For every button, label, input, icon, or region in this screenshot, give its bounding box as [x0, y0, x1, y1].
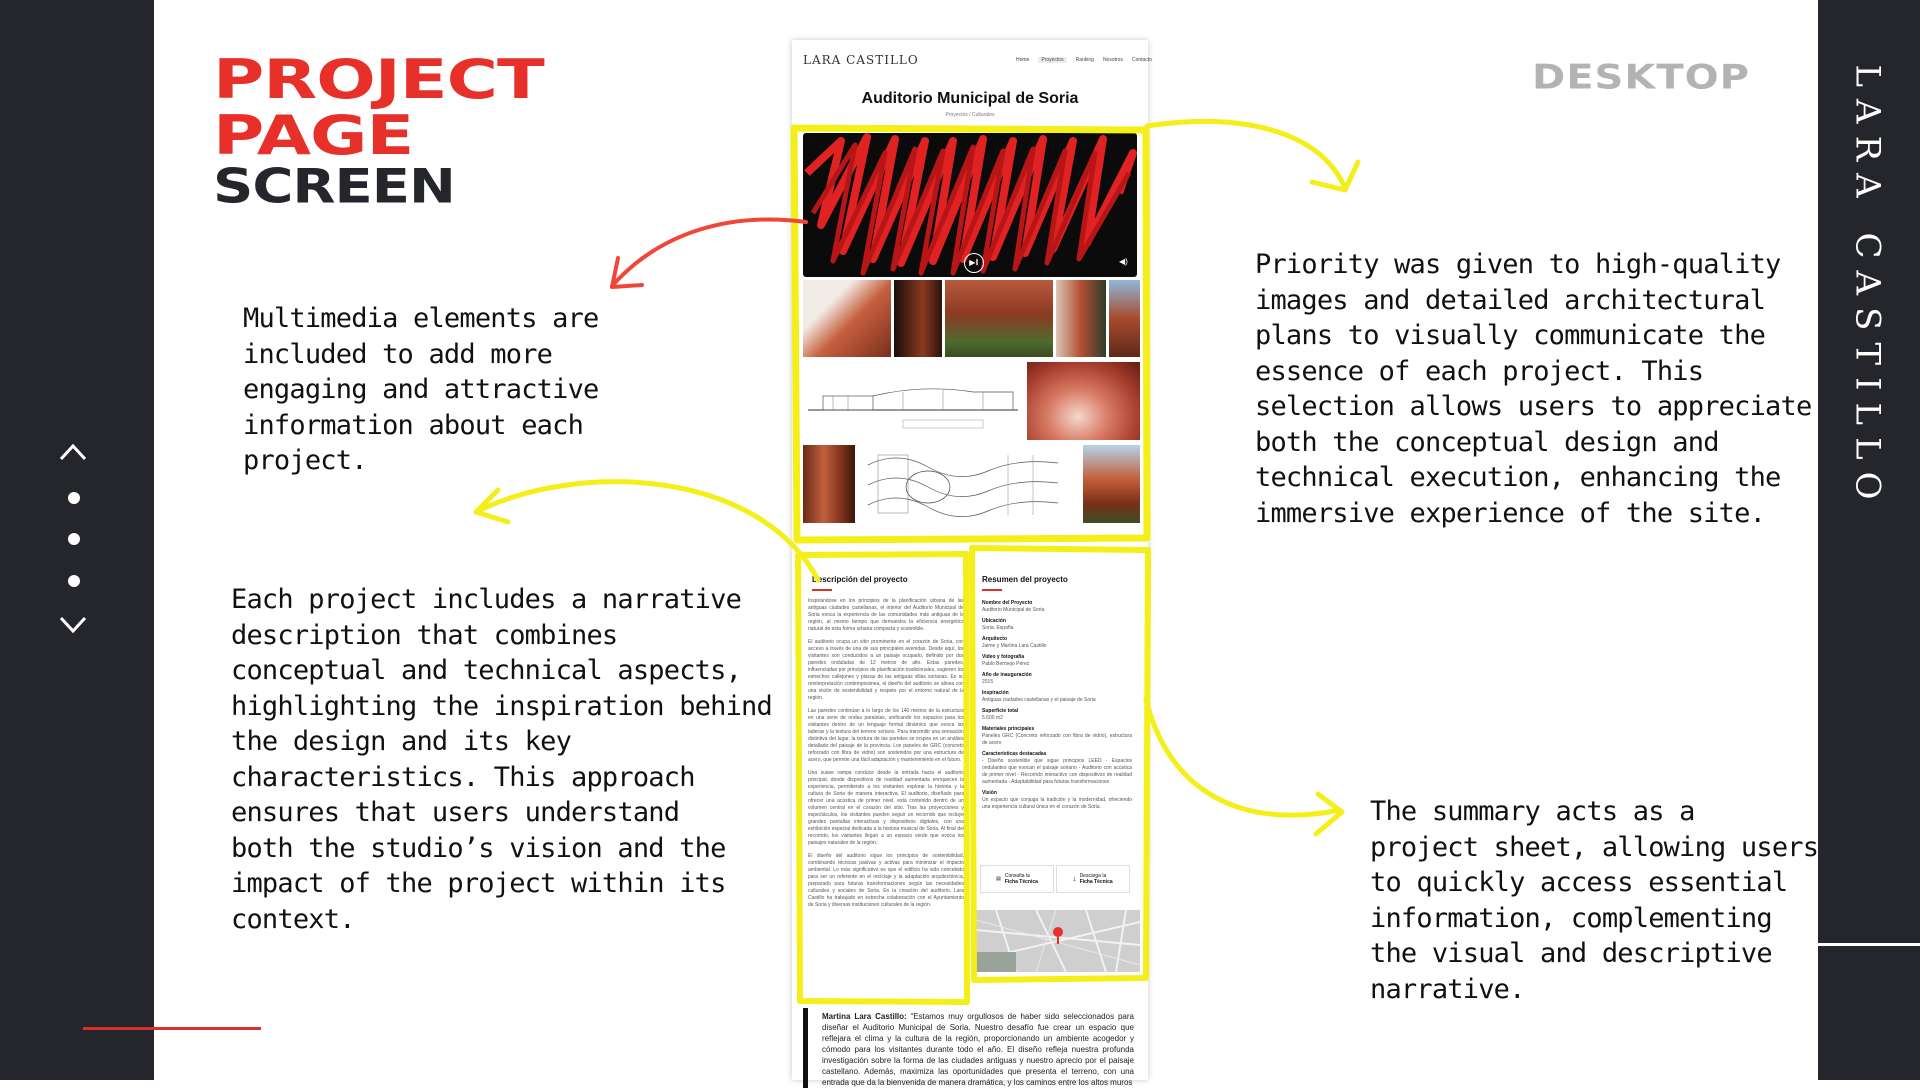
quote-body: “Estamos muy orgullosos de haber sido seleccionados para diseñar el Auditorio Municipal de Soria. Nuestro desafío fue crear un espacio que reflejara el clima y la cultura de la región, proporcionando un ambiente acogedor y cómodo para los visitantes durante todo el año. El diseño refleja nuestra profunda investigación sobre la forma de las ciudades antiguas y nuestro aprecio por el paisaje castellano. Además, maximiza las oportunidades que presenta el terreno, con una entrada que da la bienvenida de manera dramática, y los caminos entre los altos muros: [822, 1012, 1134, 1087]
summary-item: [982, 751, 1132, 786]
summary-label: Año de inauguración: [982, 672, 1032, 678]
summary-value: Pablo Bermejo Pérez: [982, 661, 1030, 667]
summary-item: [982, 618, 1132, 632]
location-map[interactable]: [976, 910, 1140, 972]
volume-icon[interactable]: ◀): [1119, 257, 1128, 266]
note-line: the design and its key: [231, 726, 572, 757]
play-pause-icon[interactable]: ▶‖: [964, 253, 984, 273]
button-line: Ficha Técnica: [1004, 879, 1038, 885]
mockup-logo[interactable]: LARA CASTILLO: [803, 53, 919, 67]
description-paragraph: El diseño del auditorio sigue los principios de sostenibilidad, combinando técnicas pasivas y activas para minimizar el impacto ambiental. Lo más significativo es que el edificio ha sido concebido para ser un referente en el reciclaje y la adaptación arquitectónica, preparado para futuras transformaciones según las necesidades culturales y sociales de Soria. En la creación del auditorio, Lara Castillo ha trabajado en estrecha colaboración con el Ayuntamiento de Soria y diversas instituciones culturales de la región.: [808, 853, 964, 908]
button-line: Consulta la: [1004, 873, 1030, 879]
summary-label: Superficie total: [982, 708, 1019, 714]
mockup-nav: [1016, 57, 1152, 63]
note-line: to quickly access essential: [1370, 867, 1788, 898]
summary-item: [982, 600, 1132, 614]
summary-value: 5.600 m2: [982, 715, 1003, 721]
quote-author: Martina Lara Castillo:: [822, 1012, 907, 1021]
floor-plan-lines: [858, 445, 1080, 523]
note-multimedia: [243, 301, 598, 479]
summary-item: [982, 690, 1132, 704]
button-text: [1005, 873, 1038, 885]
summary-label: Materiales principales: [982, 726, 1035, 732]
view-sheet-button[interactable]: [980, 865, 1054, 893]
note-narrative: [231, 582, 772, 937]
map-pin-icon[interactable]: [1053, 927, 1063, 937]
summary-item: [982, 672, 1132, 686]
description-body: [808, 598, 964, 915]
summary-label: Arquitecto: [982, 636, 1007, 642]
summary-value: 2015: [982, 679, 994, 685]
note-summary: [1370, 794, 1818, 1007]
note-line: engaging and attractive: [243, 374, 599, 405]
note-line: included to add more: [243, 338, 553, 370]
breadcrumb[interactable]: Proyectos / Culturales: [945, 112, 995, 118]
gallery-photo[interactable]: [803, 445, 855, 523]
note-line: both the studio’s vision and the: [231, 832, 726, 864]
note-line: immersive experience of the site.: [1255, 497, 1766, 529]
note-line: images and detailed architectural: [1255, 284, 1766, 316]
summary-label: Nombre del Proyecto: [982, 600, 1033, 606]
note-line: Priority was given to high-quality: [1255, 249, 1781, 280]
slide-dot[interactable]: [68, 492, 80, 504]
description-heading: Descripción del proyecto: [812, 575, 908, 584]
description-paragraph: El auditorio ocupa un sitio prominente en el corazón de Soria, con acceso a través de una de sus principales avenidas. Desde aquí, los visitantes son conducidos a un paisaje ocupado, definido por dos paredes onduladas de 12 metros de alto. Estas paredes, influenciadas por principios de planificación tradicionales, sugieren los estrechos callejones y plazas de las antiguas villas sorianas. En su reinterpretación contemporánea, el diseño del auditorio se alinea con una visión de sostenibilidad y respeto por el entorno natural de la región.: [808, 639, 964, 701]
arrow-head: [1312, 162, 1358, 190]
note-line: conceptual and technical aspects,: [231, 655, 742, 686]
website-mockup: [792, 40, 1152, 1087]
note-line: plans to visually communicate the: [1255, 320, 1766, 351]
button-line: Ficha Técnica: [1079, 879, 1113, 885]
note-line: The summary acts as a: [1370, 796, 1695, 827]
summary-label: Ubicación: [982, 618, 1006, 624]
right-divider-line: [1818, 943, 1920, 946]
title-line-2: PAGE: [213, 103, 414, 168]
note-line: impact of the project within its: [231, 868, 726, 899]
description-paragraph: Inspirándose en los principios de la planificación urbana de las antiguas ciudades castellanas, el interior del Auditorio Municipal de Soria evoca la experiencia de las comunidades más antiguas de la región, al mismo tiempo que demuestra la eficiencia energética natural de esta forma urbana compacta y sostenible.: [808, 598, 964, 632]
nav-item-home[interactable]: Home: [1016, 57, 1030, 63]
gallery-photo[interactable]: [803, 280, 891, 357]
section-drawing[interactable]: [803, 362, 1024, 440]
note-line: both the conceptual design and: [1255, 426, 1719, 458]
gallery-photo[interactable]: [894, 280, 942, 357]
curved-arrow-icon: [1147, 121, 1345, 188]
summary-value: Paneles GRC (Concreto reforzado con fibra de vidrio), estructura de acero: [982, 733, 1132, 746]
heading-underline: [982, 589, 1002, 591]
gallery-photo[interactable]: [945, 280, 1053, 357]
gallery-photo[interactable]: [1027, 362, 1140, 440]
summary-value: Auditorio Municipal de Soria: [982, 607, 1045, 613]
title-line-3: SCREEN: [213, 159, 455, 215]
summary-item: [982, 636, 1132, 650]
project-title: Auditorio Municipal de Soria: [861, 90, 1079, 107]
note-line: characteristics. This approach: [231, 761, 695, 793]
note-line: narrative.: [1370, 973, 1525, 1005]
summary-body: [982, 600, 1132, 815]
summary-label: Inspiración: [982, 690, 1009, 696]
nav-item-proyectos[interactable]: Proyectos: [1038, 57, 1066, 63]
architect-quote: [803, 1008, 1142, 1088]
description-paragraph: Una suave rampa conduce desde la entrada hacia el auditorio principal, donde dispositivos de realidad aumentada enriquecen la experiencia, permitiendo a los visitantes explorar la historia y la cultura de Soria de manera interactiva. El auditorio, diseñado para ofrecer una acústica de primer nivel, está contenido dentro de un volumen central en el corazón del sitio. Tras las proyecciones y espectáculos, los visitantes pueden seguir un recorrido que incluye grandes pantallas interactivas y dispositivos digitales, con una exhibición especial dedicada a la historia musical de Soria. Al final del recorrido, los visitantes llegan a un espacio verde que evoca los paisajes naturales de la región.: [808, 770, 964, 846]
arrow-head: [1316, 794, 1342, 834]
curved-arrow-icon: [476, 482, 818, 580]
download-icon: ⤓: [1073, 876, 1076, 882]
device-label: DESKTOP: [1532, 58, 1750, 98]
note-line: Each project includes a narrative: [231, 584, 742, 615]
project-video[interactable]: [803, 133, 1137, 277]
note-line: highlighting the inspiration behind: [231, 690, 772, 722]
document-icon: ▤: [996, 876, 1001, 882]
slide-dot[interactable]: [68, 575, 80, 587]
title-line-1: PROJECT: [213, 47, 544, 112]
nav-item-contacto[interactable]: Contacto: [1131, 57, 1152, 63]
quote-text: [822, 1011, 1134, 1088]
nav-item-nosotros[interactable]: Nosotros: [1102, 57, 1123, 63]
curved-arrow-icon: [1146, 700, 1340, 815]
gallery-photo[interactable]: [1109, 280, 1140, 357]
summary-item: [982, 708, 1132, 722]
note-line: information about each: [243, 409, 584, 441]
summary-item: [982, 790, 1132, 811]
chevron-up-icon[interactable]: [58, 440, 88, 462]
note-line: the visual and descriptive: [1370, 938, 1772, 969]
note-line: Multimedia elements are: [243, 303, 599, 334]
summary-label: Video y fotografía: [982, 654, 1025, 660]
brand-vertical: [1838, 64, 1898, 512]
download-sheet-button[interactable]: [1056, 865, 1130, 893]
note-priority: [1255, 247, 1811, 531]
note-line: context.: [231, 903, 355, 935]
summary-value: Soria, España: [982, 625, 1014, 631]
note-line: information, complementing: [1370, 902, 1772, 934]
summary-value: Jaime y Martina Lara Castillo: [982, 643, 1047, 649]
note-line: selection allows users to appreciate: [1255, 391, 1812, 422]
section-drawing-lines: [803, 362, 1024, 440]
note-line: project sheet, allowing users: [1370, 831, 1819, 863]
summary-value: Un espacio que conjuga la tradición y la modernidad, ofreciendo una experiencia cultural única en el corazón de Soria.: [982, 797, 1132, 810]
summary-value: Antiguas ciudades castellanas y el paisaje de Soria: [982, 697, 1096, 703]
note-line: essence of each project. This: [1255, 355, 1704, 387]
summary-heading: Resumen del proyecto: [982, 575, 1068, 584]
chevron-down-icon[interactable]: [58, 615, 88, 637]
heading-underline: [812, 589, 832, 591]
brand-vertical-text: LARA CASTILLO: [1848, 64, 1888, 512]
arrow-head: [612, 258, 642, 287]
floor-plan[interactable]: [858, 445, 1080, 523]
button-text: [1080, 873, 1113, 885]
curved-arrow-icon: [612, 220, 806, 286]
button-line: Descarga la: [1079, 873, 1107, 879]
summary-item: [982, 726, 1132, 747]
note-line: technical execution, enhancing the: [1255, 462, 1781, 493]
summary-value: - Diseño sostenible que sigue principios LEED - Espacios ondulantes que evocan el paisaje soriano - Auditorio con acústica de primer nivel - Recorrido interactivo con dispositivos de realidad aumentada - Adaptabilidad para futuras transformaciones: [982, 758, 1132, 785]
description-paragraph: Las paredes continúan a lo largo de los 140 metros de la estructura en una serie de ondas paralelas, unificando los espacios para los visitantes dentro de un lenguaje formal dinámico que evoca las laderas y la textura del terreno soriano. Para transmitir una sensación distintiva del lugar, la textura de las paredes se inspira en un análisis detallado del paisaje de la provincia. Los paneles de GRC (concreto reforzado con fibra de vidrio) son sostenidos por una estructura de acero, que permite una fácil adaptación y mantenimiento en el futuro.: [808, 708, 964, 763]
summary-item: [982, 654, 1132, 668]
summary-label: Visión: [982, 790, 997, 796]
gallery-photo[interactable]: [1083, 445, 1140, 523]
nav-item-ranking[interactable]: Ranking: [1075, 57, 1094, 63]
note-line: ensures that users understand: [231, 797, 680, 828]
summary-label: Características destacadas: [982, 751, 1047, 757]
map-streets: [976, 910, 1140, 972]
note-line: description that combines: [231, 619, 618, 651]
gallery-photo[interactable]: [1056, 280, 1106, 357]
note-line: project.: [243, 445, 367, 476]
arrow-head: [476, 490, 508, 522]
red-accent-line: [83, 1027, 261, 1030]
slide-dot[interactable]: [68, 533, 80, 545]
